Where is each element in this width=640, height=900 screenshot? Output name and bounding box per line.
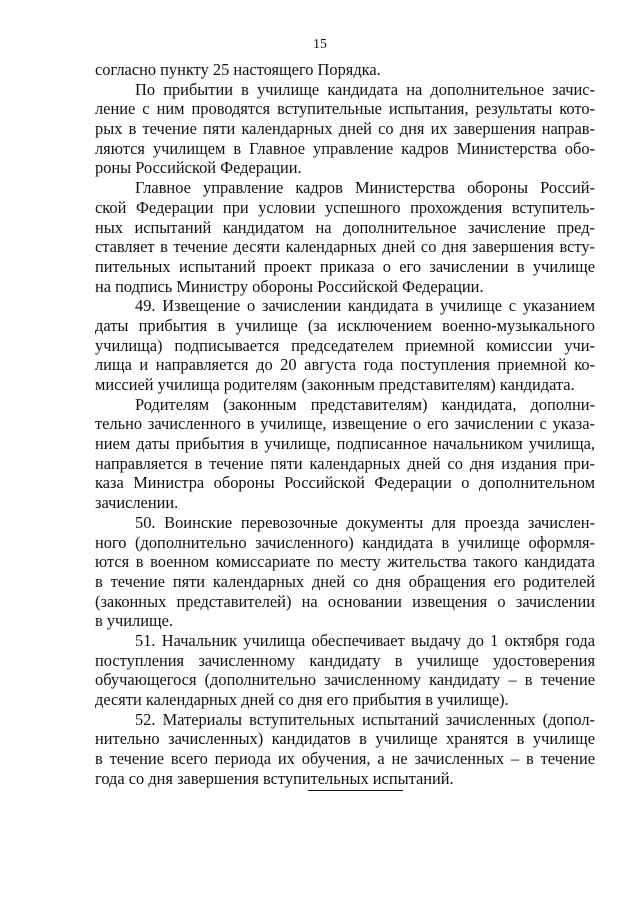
text-line: (законных представителей) на основании извещения о зачислении	[95, 591, 595, 611]
text-line: каза Министра обороны Российской Федерации о дополнительном	[95, 473, 595, 493]
text-line: Главное управление кадров Министерства обороны Россий-	[135, 178, 595, 198]
text-line: даты прибытия в училище (за исключением военно-музыкального	[95, 315, 595, 335]
text-line: ставляет в течение десяти календарных дней со дня завершения всту-	[95, 237, 595, 257]
text-line: нием даты прибытия в училище, подписанное начальником училища,	[95, 434, 595, 454]
text-line: ление с ним проводятся вступительные испытания, результаты кото-	[95, 99, 595, 119]
text-line: рых в течение пяти календарных дней со дня их завершения направ-	[95, 119, 595, 139]
text-line: нительно зачисленных) кандидатов в училище хранятся в училище	[95, 729, 595, 749]
text-line: 52. Материалы вступительных испытаний зачисленных (допол-	[135, 709, 595, 729]
page-number: 15	[313, 37, 327, 52]
text-line: тельно зачисленного в училище, извещение о его зачислении с указа-	[95, 414, 595, 434]
text-line: училища) подписывается председателем приемной комиссии учи-	[95, 335, 595, 355]
text-line: 51. Начальник училища обеспечивает выдачу до 1 октября года	[135, 630, 595, 650]
document-body	[95, 60, 595, 788]
text-line: направляется в течение пяти календарных дней со дня издания при-	[95, 453, 595, 473]
text-line: поступления зачисленному кандидату в училище удостоверения	[95, 650, 595, 670]
text-line: зачислении.	[95, 493, 179, 513]
text-line: ской Федерации при условии успешного прохождения вступитель-	[95, 197, 595, 217]
text-line: обучающегося (дополнительно зачисленному кандидату – в течение	[95, 670, 595, 690]
text-line: По прибытии в училище кандидата на дополнительное зачис-	[135, 79, 595, 99]
text-line: ных испытаний кандидатом на дополнительное зачисление пред-	[95, 217, 595, 237]
text-line: пительных испытаний проект приказа о его зачислении в училище	[95, 256, 595, 276]
text-line: ются в военном комиссариате по месту жительства такого кандидата	[95, 552, 595, 572]
text-line: в течение пяти календарных дней со дня обращения его родителей	[95, 571, 595, 591]
text-line: Родителям (законным представителям) кандидата, дополни-	[135, 394, 595, 414]
text-line: 50. Воинские перевозочные документы для проезда зачислен-	[135, 512, 595, 532]
text-line: ного (дополнительно зачисленного) кандидата в училище оформля-	[95, 532, 595, 552]
text-line: года со дня завершения вступительных испытаний.	[95, 768, 454, 788]
text-line: десяти календарных дней со дня его прибытия в училище).	[95, 690, 509, 709]
text-line: согласно пункту 25 настоящего Порядка.	[95, 60, 381, 79]
text-line: лища и направляется до 20 августа года поступления приемной ко-	[95, 355, 595, 375]
text-line: роны Российской Федерации.	[95, 158, 302, 178]
text-line: в течение всего периода их обучения, а не зачисленных – в течение	[95, 749, 595, 769]
text-line: ляются училищем в Главное управление кадров Министерства обо-	[95, 138, 595, 158]
end-rule-divider	[308, 790, 403, 791]
text-line: 49. Извещение о зачислении кандидата в училище с указанием	[135, 296, 595, 316]
text-line: миссией училища родителям (законным представителям) кандидата.	[95, 375, 575, 394]
text-line: на подпись Министру обороны Российской Федерации.	[95, 276, 484, 296]
text-line: в училище.	[95, 611, 173, 631]
